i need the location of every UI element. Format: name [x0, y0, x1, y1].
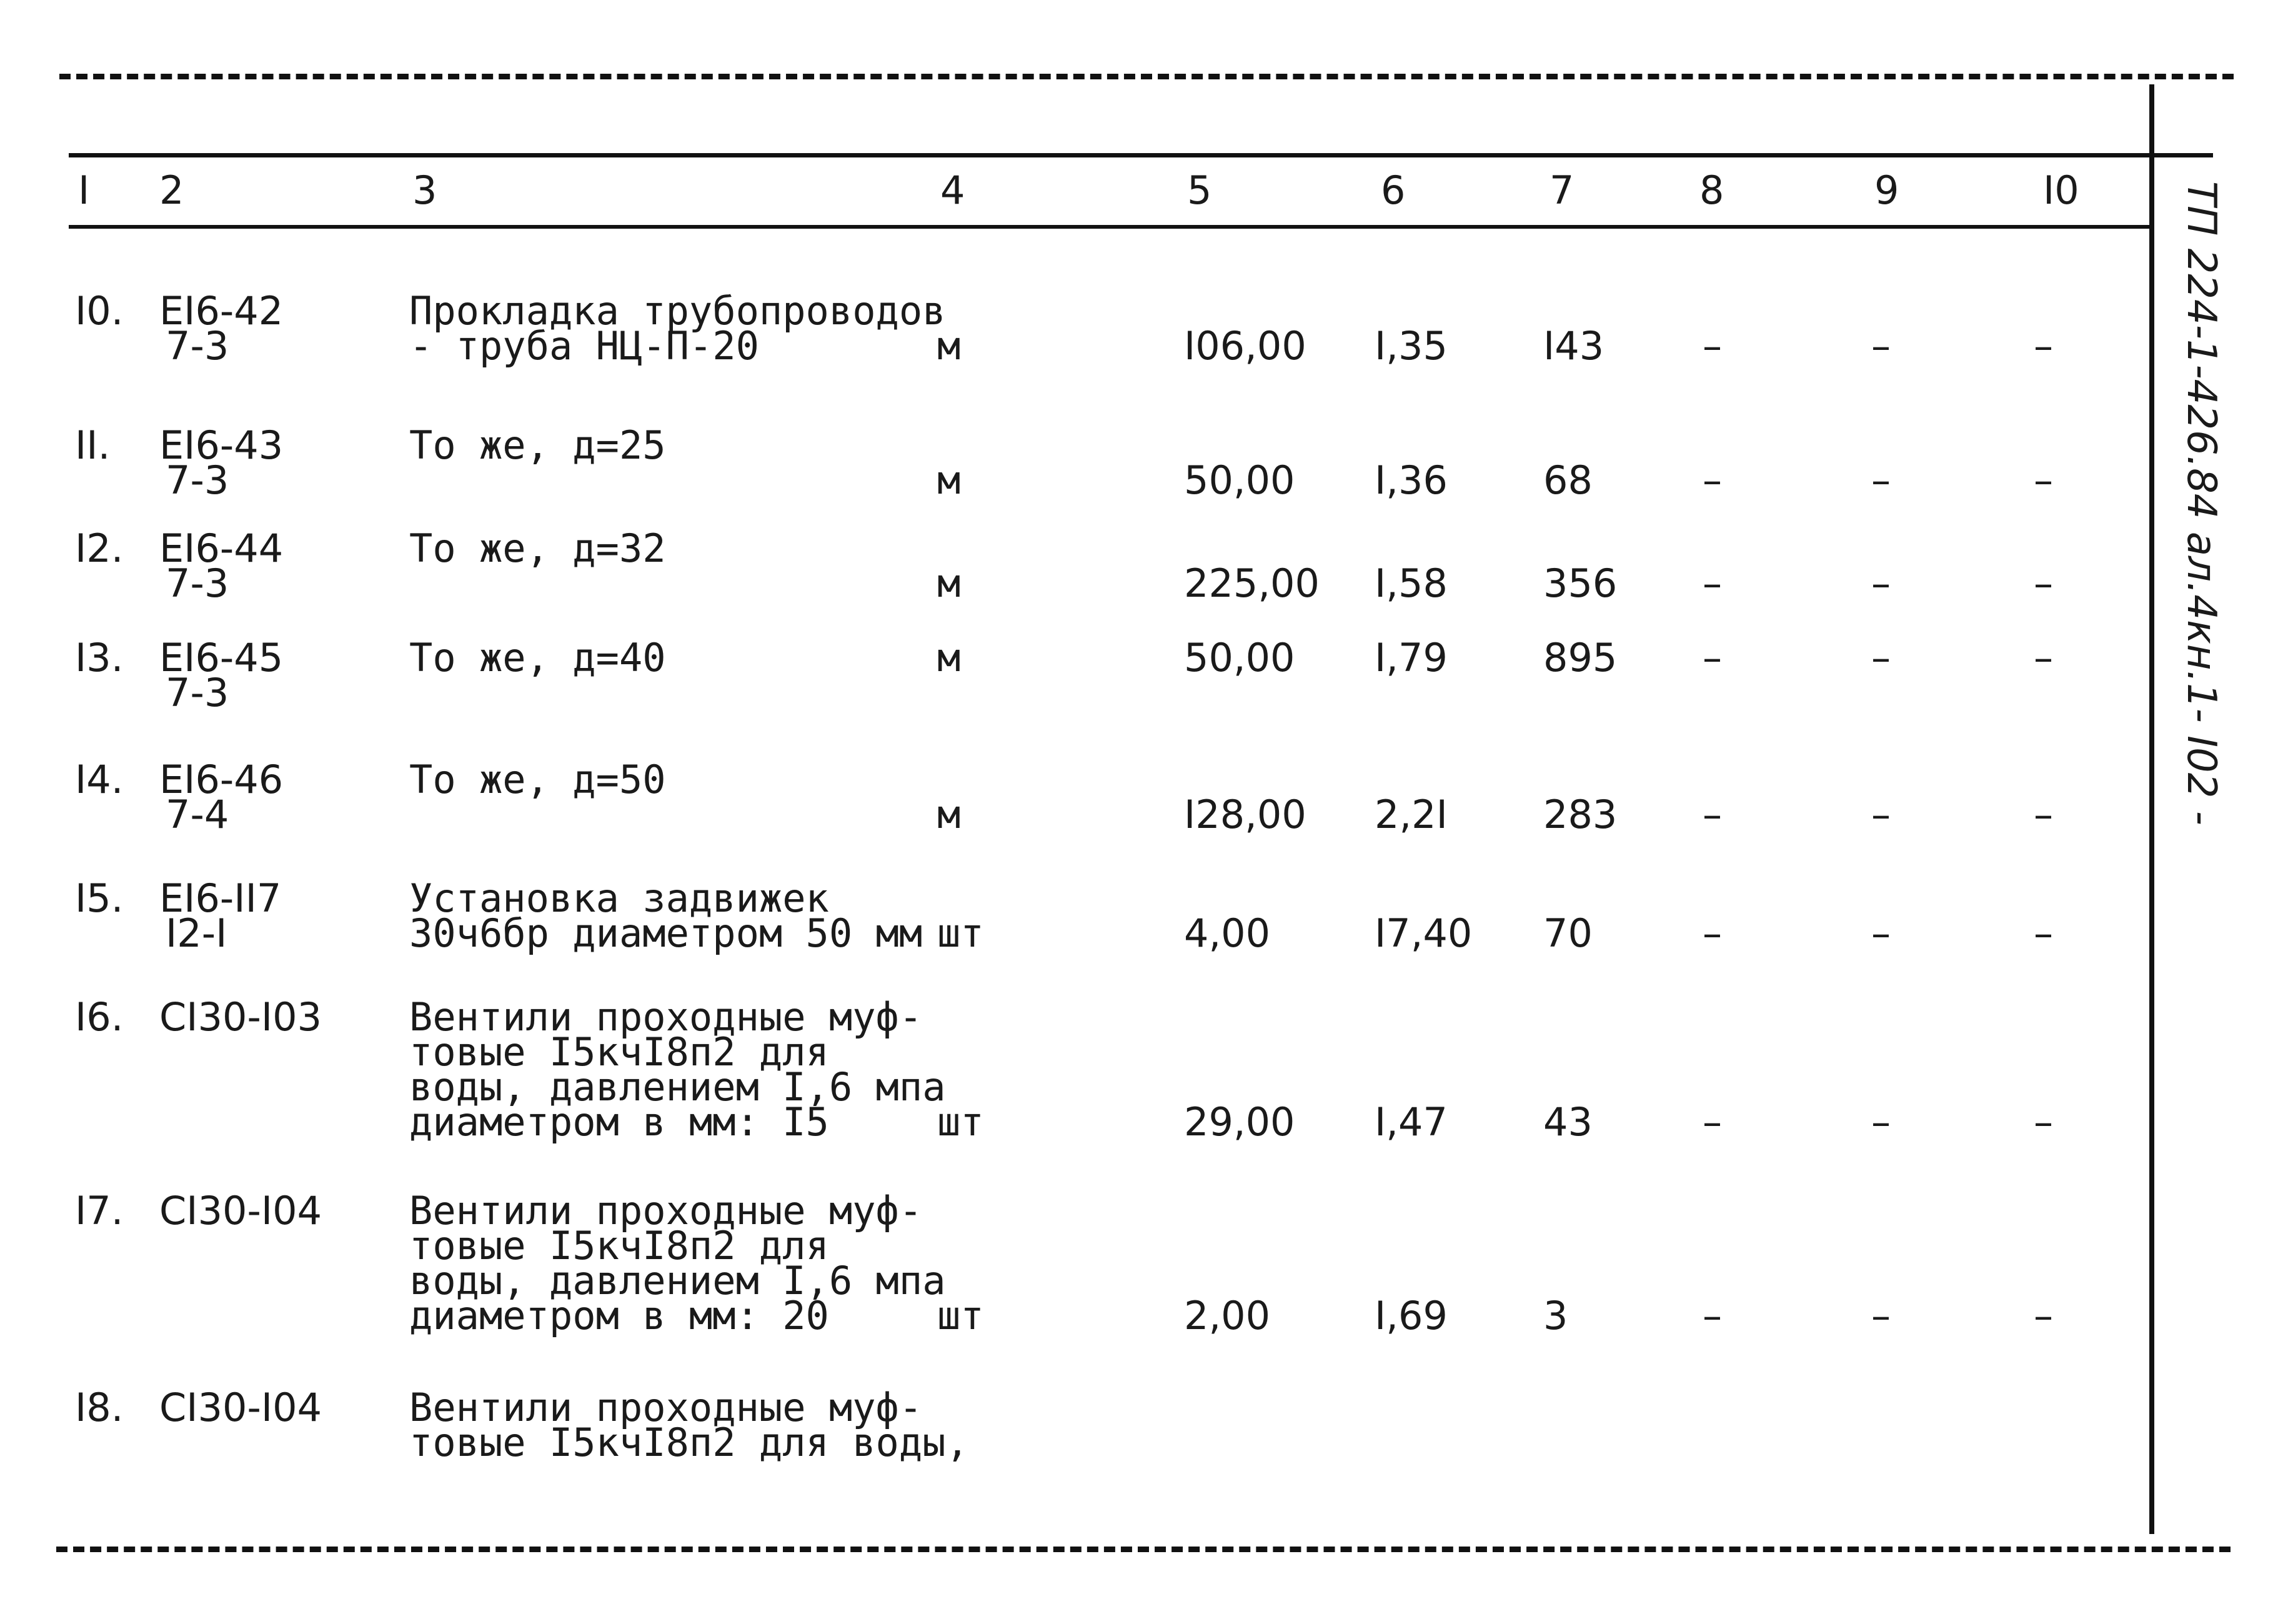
empty-c10-cell: – [2034, 635, 2053, 680]
row-number: I2. [75, 526, 124, 571]
description-line: товые I5кчI8п2 для [409, 1029, 829, 1075]
description-line: То же, д=50 [409, 757, 666, 802]
empty-c9-cell: – [1871, 635, 1891, 680]
description-line: Прокладка трубопроводов [409, 288, 946, 334]
row-number: I3. [75, 635, 124, 680]
total-cell: I43 [1543, 323, 1604, 369]
row-number: I0. [75, 288, 124, 334]
norm-code-suffix: 7-3 [166, 457, 229, 503]
norm-code-suffix: 7-4 [166, 792, 229, 837]
quantity-cell: 50,00 [1184, 635, 1295, 680]
description-line: диаметром в мм: 20 [409, 1293, 829, 1338]
empty-c10-cell: – [2034, 323, 2053, 369]
empty-c8-cell: – [1703, 910, 1722, 956]
unit-cell: м [937, 457, 961, 503]
unit-cell: шт [937, 1293, 984, 1338]
side-document-code: ТП 224-1-426.84 ал.4кн.1- I02 - [2178, 181, 2224, 825]
unit-price-cell: 2,2I [1375, 792, 1448, 837]
norm-code: EI6-46 [159, 757, 284, 802]
unit-cell: м [937, 635, 961, 680]
empty-c9-cell: – [1871, 792, 1891, 837]
norm-code: EI6-II7 [159, 875, 282, 921]
quantity-cell: 2,00 [1184, 1293, 1271, 1338]
header-bottom-rule [69, 225, 2149, 229]
description-line: Вентили проходные муф- [409, 1385, 923, 1430]
unit-cell: м [937, 792, 961, 837]
empty-c9-cell: – [1871, 560, 1891, 606]
norm-code: EI6-42 [159, 288, 284, 334]
unit-cell: шт [937, 910, 984, 956]
quantity-cell: 225,00 [1184, 560, 1320, 606]
norm-code-suffix: 7-3 [166, 323, 229, 369]
column-header-8: 8 [1699, 167, 1724, 213]
total-cell: 356 [1543, 560, 1618, 606]
empty-c8-cell: – [1703, 635, 1722, 680]
description-line: товые I5кчI8п2 для воды, [409, 1420, 969, 1465]
description-line: То же, д=32 [409, 526, 666, 571]
description-line: воды, давлением I,6 мпа [409, 1064, 946, 1110]
unit-cell: м [937, 560, 961, 606]
quantity-cell: 29,00 [1184, 1099, 1295, 1145]
column-header-2: 2 [159, 167, 184, 213]
empty-c10-cell: – [2034, 910, 2053, 956]
right-frame-line [2149, 84, 2154, 1534]
unit-cell: шт [937, 1099, 984, 1145]
header-top-rule [69, 153, 2213, 157]
empty-c8-cell: – [1703, 323, 1722, 369]
column-header-6: 6 [1381, 167, 1406, 213]
description-line: То же, д=25 [409, 422, 666, 468]
unit-price-cell: I,35 [1375, 323, 1448, 369]
quantity-cell: 4,00 [1184, 910, 1271, 956]
empty-c10-cell: – [2034, 457, 2053, 503]
description-line: То же, д=40 [409, 635, 666, 680]
column-header-3: 3 [412, 167, 437, 213]
norm-code: CI30-I04 [159, 1385, 322, 1430]
empty-c10-cell: – [2034, 792, 2053, 837]
norm-code-suffix: I2-I [166, 910, 227, 956]
empty-c10-cell: – [2034, 560, 2053, 606]
row-number: I6. [75, 994, 124, 1040]
description-line: 30ч6бр диаметром 50 мм [409, 910, 923, 956]
quantity-cell: I06,00 [1184, 323, 1306, 369]
norm-code: EI6-43 [159, 422, 284, 468]
description-line: воды, давлением I,6 мпа [409, 1258, 946, 1303]
quantity-cell: 50,00 [1184, 457, 1295, 503]
unit-price-cell: I,47 [1375, 1099, 1448, 1145]
description-line: Установка задвижек [409, 875, 829, 921]
empty-c8-cell: – [1703, 1099, 1722, 1145]
unit-price-cell: I,69 [1375, 1293, 1448, 1338]
unit-price-cell: I,58 [1375, 560, 1448, 606]
column-header-1: I [78, 167, 90, 213]
quantity-cell: I28,00 [1184, 792, 1306, 837]
empty-c9-cell: – [1871, 910, 1891, 956]
column-header-5: 5 [1187, 167, 1212, 213]
empty-c9-cell: – [1871, 1099, 1891, 1145]
total-cell: 3 [1543, 1293, 1568, 1338]
description-line: - труба НЦ-П-20 [409, 323, 759, 369]
total-cell: 895 [1543, 635, 1618, 680]
bottom-dashed-rule [56, 1547, 2231, 1552]
unit-price-cell: I,79 [1375, 635, 1448, 680]
column-header-7: 7 [1549, 167, 1574, 213]
column-header-9: 9 [1874, 167, 1899, 213]
empty-c10-cell: – [2034, 1293, 2053, 1338]
unit-price-cell: I,36 [1375, 457, 1448, 503]
column-header-10: I0 [2043, 167, 2079, 213]
description-line: диаметром в мм: I5 [409, 1099, 829, 1145]
norm-code: EI6-45 [159, 635, 284, 680]
description-line: Вентили проходные муф- [409, 994, 923, 1040]
description-line: товые I5кчI8п2 для [409, 1223, 829, 1268]
row-number: I8. [75, 1385, 124, 1430]
column-header-4: 4 [940, 167, 965, 213]
row-number: II. [75, 422, 111, 468]
empty-c8-cell: – [1703, 560, 1722, 606]
total-cell: 68 [1543, 457, 1593, 503]
row-number: I5. [75, 875, 124, 921]
empty-c8-cell: – [1703, 792, 1722, 837]
total-cell: 283 [1543, 792, 1618, 837]
row-number: I7. [75, 1188, 124, 1233]
empty-c9-cell: – [1871, 457, 1891, 503]
norm-code-suffix: 7-3 [166, 560, 229, 606]
empty-c8-cell: – [1703, 457, 1722, 503]
unit-price-cell: I7,40 [1375, 910, 1473, 956]
total-cell: 70 [1543, 910, 1593, 956]
norm-code: EI6-44 [159, 526, 284, 571]
row-number: I4. [75, 757, 124, 802]
total-cell: 43 [1543, 1099, 1593, 1145]
norm-code: CI30-I03 [159, 994, 322, 1040]
norm-code: CI30-I04 [159, 1188, 322, 1233]
empty-c8-cell: – [1703, 1293, 1722, 1338]
empty-c9-cell: – [1871, 323, 1891, 369]
norm-code-suffix: 7-3 [166, 670, 229, 715]
empty-c10-cell: – [2034, 1099, 2053, 1145]
top-dashed-rule [59, 74, 2234, 79]
description-line: Вентили проходные муф- [409, 1188, 923, 1233]
empty-c9-cell: – [1871, 1293, 1891, 1338]
unit-cell: м [937, 323, 961, 369]
